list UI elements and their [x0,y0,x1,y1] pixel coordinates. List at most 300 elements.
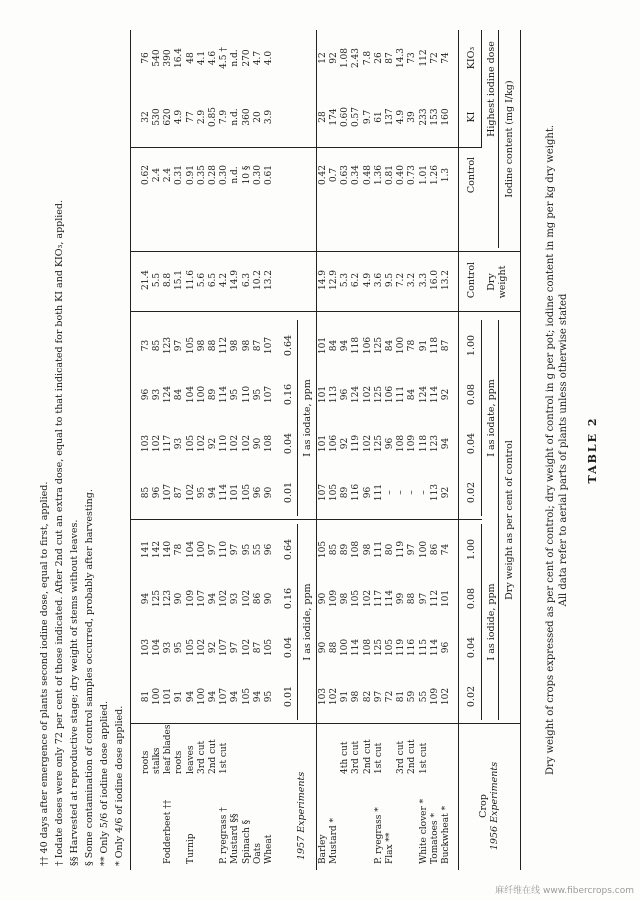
table-cell: 108 [362,638,373,657]
table-row [374,30,385,870]
table-cell: 7.2 [396,272,407,288]
table-cell: 93 [174,437,185,450]
table-cell: 89 [208,388,218,401]
table-cell: 100 [196,540,207,559]
conc-header-iodide-1: 0.04 [283,636,294,659]
table-row [407,30,418,870]
table-cell: 90 [317,641,328,654]
table-cell: 87 [441,339,451,352]
table-row [186,30,197,870]
cut-label: roots [174,750,185,774]
table-cell: 0.42 [317,164,328,186]
table-cell: 540 [152,49,162,67]
table-cell: 102 [241,434,252,453]
table-cell: 111 [396,385,407,404]
top-rule [520,30,521,870]
kio3-header: KIO₃ [466,46,477,70]
footnote-line: § Some contamination of control samples occurred, probably after harvesting. [84,489,95,866]
table-cell: 102 [219,589,230,608]
table-cell: 91 [340,690,351,703]
table-cell: 61 [373,111,384,123]
table-cell: 103 [140,434,151,453]
table-cell: 1.08 [340,47,351,69]
cut-label: 2nd cut [407,739,418,774]
table-cell: 86 [429,543,440,556]
table-cell: 96 [252,486,263,499]
table-cell: 118 [418,434,429,453]
table-cell: 93 [152,388,162,401]
iodine-control-header: Control [466,156,477,194]
table-cell: 72 [385,690,395,703]
table-cell: 6.3 [241,272,252,288]
table-cell: 7.9 [219,109,230,125]
table-cell: 0.31 [174,164,185,186]
table-cell: 90 [317,592,328,605]
table-cell: 125 [373,385,384,404]
table-cell: 91 [418,339,429,352]
table-cell: n.d. [230,166,241,184]
table-caption [544,30,570,870]
table-row [385,30,396,870]
header-rule-drywt [498,320,499,720]
table-cell: 3.2 [407,272,418,288]
table-row [141,30,152,870]
table-cell: 4.9 [174,109,185,125]
table-row [318,30,329,870]
crop-name: Spinach § [241,819,252,864]
table-cell: 9.5 [385,272,395,288]
crop-name: Buckwheat * [441,805,451,864]
vrule-crop [130,723,520,724]
table-cell: 0.61 [264,164,274,186]
table-cell: 92 [441,388,451,401]
table-cell: 106 [329,434,339,453]
crop-name: Flax ** [385,832,395,864]
table-cell: 101 [230,483,241,502]
conc-header-iodide-0: 0.02 [466,685,477,708]
table-cell: 105 [317,540,328,559]
table-cell: 124 [351,385,362,404]
table-cell: 88 [208,339,218,352]
table-cell: 117 [163,434,174,453]
table-cell: 95 [241,543,252,556]
table-row [219,30,230,870]
table-cell: 101 [317,385,328,404]
table-cell: 98 [362,543,373,556]
conc-header-iodide-2: 0.16 [283,587,294,610]
table-cell: 94 [185,690,196,703]
crop-name: P. ryegrass * [373,807,384,864]
table-cell: 114 [385,589,395,608]
dry-weight-control-header: Control [466,261,477,299]
table-cell: 97 [418,592,429,605]
table-row [242,30,253,870]
table-cell: 4.1 [196,50,207,66]
table-cell: 89 [340,486,351,499]
rule-iodide-1957 [297,524,298,720]
table-cell: 4.7 [252,50,263,66]
table-row [351,30,362,870]
table-cell: 95 [230,388,241,401]
table-cell: 97 [174,339,185,352]
table-cell: 118 [429,336,440,355]
caption-line-2: All data refer to aerial parts of plants unless otherwise stated [558,293,569,607]
table-cell: 153 [429,108,440,126]
table-cell: 73 [140,339,151,352]
table-cell: 125 [152,589,162,608]
table-cell: 94 [252,690,263,703]
table-cell: 99 [396,592,407,605]
table-cell: 174 [329,108,339,126]
table-cell: 9.7 [362,109,373,125]
table-cell: 84 [385,339,395,352]
table-cell: 92 [441,486,451,499]
table-cell: 141 [140,540,151,559]
table-cell: 74 [441,543,451,556]
table-cell: 0.30 [219,164,230,186]
table-row [152,30,163,870]
table-cell: 102 [185,483,196,502]
cut-label: 3rd cut [396,740,407,774]
table-cell: 59 [407,690,418,703]
table-cell: 0.34 [351,164,362,186]
table-cell: 0.40 [396,164,407,186]
conc-header-iodide-0: 0.01 [283,685,294,708]
table-cell: 0.73 [407,164,418,186]
table-row [253,30,264,870]
conc-header-iodate-0: 0.02 [466,481,477,504]
table-cell: 87 [252,339,263,352]
ki-header: KI [466,111,477,123]
table-cell: n.d. [230,108,241,126]
table-cell: 98 [230,339,241,352]
table-cell: 102 [362,589,373,608]
iodate-header-1957: I as iodate, ppm [302,379,313,457]
table-cell: 96 [140,388,151,401]
table-cell: 116 [407,638,418,657]
table-cell: 93 [163,641,174,654]
table-cell: 110 [219,434,230,453]
table-cell: 102 [441,687,451,706]
table-cell: 123 [163,589,174,608]
table-row [197,30,208,870]
table-title: TABLE 2 [586,416,599,484]
table-cell: 14.9 [317,269,328,291]
table-cell: 105 [241,483,252,502]
table-cell: 89 [340,543,351,556]
table-cell: 3.9 [264,109,274,125]
table-cell: 0.57 [351,106,362,128]
conc-header-iodate-1: 0.04 [283,432,294,455]
table-cell: 2.43 [351,47,362,69]
table-cell: 94 [140,592,151,605]
cut-label: 2nd cut [208,739,218,774]
table-cell: 3.6 [373,272,384,288]
table-cell: 95 [174,641,185,654]
table-cell: 109 [429,687,440,706]
table-cell: 109 [407,434,418,453]
cut-label: 3rd cut [196,740,207,774]
table-cell: 0.30 [252,164,263,186]
table-cell: 108 [396,434,407,453]
table-row [430,30,441,870]
table-cell: 94 [441,437,451,450]
table-cell: 2.4 [152,167,162,183]
table-cell: 97 [407,543,418,556]
table-cell: 78 [174,543,185,556]
table-cell: 109 [329,589,339,608]
table-cell: 124 [418,385,429,404]
vrule-iodine [130,251,520,252]
table-cell: – [407,490,418,495]
table-cell: 13.2 [441,269,451,291]
table-cell: 78 [407,339,418,352]
conc-header-iodide-3: 1.00 [466,538,477,561]
table-cell: 114 [219,483,230,502]
table-cell: 390 [163,49,174,67]
crop-name: Turnip [185,833,196,864]
table-cell: 117 [373,589,384,608]
watermark-text: 麻纤维在线 www.fibercrops.com [495,886,634,896]
table-cell: 97 [208,543,218,556]
crop-name: Fodderbeet †† [163,799,174,864]
rule-iodate-1957 [297,320,298,516]
table-cell: 119 [351,434,362,453]
table-row [396,30,407,870]
table-cell: 5.6 [196,272,207,288]
table-cell: 16.0 [429,269,440,291]
table-cell: 119 [396,638,407,657]
table-cell: 86 [252,592,263,605]
table-cell: 12 [317,52,328,64]
footnote-line: * Only 4/6 of iodine dose applied. [114,705,125,866]
table-cell: 142 [152,540,162,559]
table-cell: 103 [140,638,151,657]
table-cell: 94 [208,486,218,499]
table-cell: 94 [208,592,218,605]
table-cell: 102 [196,638,207,657]
table-cell: 55 [418,690,429,703]
table-cell: 100 [418,540,429,559]
conc-header-iodate-0: 0.01 [283,481,294,504]
table-cell: 105 [264,638,274,657]
table-cell: 88 [407,592,418,605]
table-cell: 76 [140,52,151,64]
table-cell: 4.5 † [219,47,230,69]
table-cell: 94 [340,339,351,352]
table-cell: 90 [264,486,274,499]
table-cell: 124 [163,385,174,404]
table-cell: 39 [407,111,418,123]
conc-header-iodide-3: 0.64 [283,538,294,561]
table-cell: 55 [252,543,263,556]
table-cell: 14.3 [396,47,407,69]
table-cell: 0.28 [208,164,218,186]
cut-label: 4th cut [340,741,351,774]
table-cell: 13.2 [264,269,274,291]
table-cell: 107 [219,687,230,706]
table-cell: 107 [317,483,328,502]
table-cell: 4.0 [264,50,274,66]
table-row [264,30,275,870]
table-cell: 4.9 [362,272,373,288]
footnote-line: ** Only 5/6 of iodine dose applied. [99,701,110,866]
cut-label: 2nd cut [362,739,373,774]
table-cell: 105 [185,434,196,453]
vrule-drywt [130,311,520,312]
cut-label: 1st cut [418,742,429,774]
dry-weight-header: Dry weight [486,265,508,299]
table-cell: 102 [241,589,252,608]
table-cell: 123 [429,434,440,453]
table-cell: 0.91 [185,164,196,186]
table-cell: 11.6 [185,269,196,291]
table-cell: 110 [219,540,230,559]
table-cell: 81 [140,690,151,703]
table-cell: 97 [230,641,241,654]
table-row [208,30,219,870]
table-cell: 100 [196,385,207,404]
table-cell: 114 [429,385,440,404]
table-row [329,30,340,870]
table-cell: 84 [329,339,339,352]
table-cell: 98 [196,339,207,352]
table-cell: 125 [373,434,384,453]
cut-label: roots [140,750,151,774]
table-cell: 113 [329,385,339,404]
table-cell: 108 [264,434,274,453]
footnote-line: † Iodate doses were only 72 per cent of those indicated. After 2nd cut an extra dose, equal to that indicated for both KI and KIO₃, applied. [54,199,65,866]
table-cell: 103 [317,687,328,706]
cut-label: leaves [185,745,196,774]
table-cell: 90 [264,592,274,605]
table-cell: 104 [152,638,162,657]
table-cell: 101 [317,336,328,355]
table-cell: 8.8 [163,272,174,288]
table-cell: 74 [441,52,451,64]
table-cell: 96 [152,486,162,499]
table-cell: 101 [163,687,174,706]
table-cell: 96 [441,641,451,654]
table-cell: 3.3 [418,272,429,288]
header-bottom-rule [458,30,459,870]
table-cell: 96 [362,486,373,499]
table-cell: 92 [208,437,218,450]
table-cell: 96 [385,437,395,450]
table-cell: 90 [252,437,263,450]
table-cell: 85 [329,543,339,556]
table-cell: 95 [196,486,207,499]
table-cell: 97 [373,690,384,703]
table-row [441,30,452,870]
table-cell: 118 [351,336,362,355]
table-cell: 113 [429,483,440,502]
table-cell: 125 [373,638,384,657]
header-rule-iodine [498,30,499,248]
conc-header-iodide-2: 0.08 [466,587,477,610]
table-cell: 88 [329,641,339,654]
cut-label: 1st cut [219,742,230,774]
table-cell: 0.60 [340,106,351,128]
table-cell: 48 [185,52,196,64]
crop-name: White clover * [418,798,429,864]
table-cell: 114 [429,638,440,657]
vrule-iodide-iodate [130,519,482,520]
table-cell: 4.9 [396,109,407,125]
table-cell: 87 [385,52,395,64]
table-cell: 114 [219,385,230,404]
caption-line-1: Dry weight of crops expressed as per cent of control; dry weight of control in g per pot; iodine content in mg per kg dry weight. [545,124,556,776]
table-cell: 85 [152,339,162,352]
table-row [174,30,185,870]
table-cell: 92 [329,52,339,64]
table-cell: 105 [185,638,196,657]
table-cell: 105 [385,638,395,657]
table-row [419,30,430,870]
table-cell: 102 [362,385,373,404]
table-cell: – [396,490,407,495]
table-cell: 97 [230,543,241,556]
table-cell: 116 [351,483,362,502]
conc-header-iodate-1: 0.04 [466,432,477,455]
table-cell: 112 [418,49,429,67]
table-cell: 100 [152,687,162,706]
vrule-highest [130,147,482,148]
table-cell: 12.9 [329,269,339,291]
table-cell: 92 [208,641,218,654]
table-cell: – [385,490,395,495]
table-row [363,30,374,870]
table-cell: 5.3 [340,272,351,288]
crop-name: Mustard * [329,817,339,864]
table-cell: 91 [174,690,185,703]
table-cell: 102 [230,434,241,453]
table-cell: 85 [140,486,151,499]
table-cell: 6.5 [208,272,218,288]
table-cell: 95 [252,388,263,401]
table-cell: 119 [396,540,407,559]
table-bottom-rule [130,30,131,870]
table-cell: 98 [340,592,351,605]
table-cell: 125 [373,336,384,355]
table-cell: 270 [241,49,252,67]
table-cell: 92 [340,437,351,450]
table-cell: 0.48 [362,164,373,186]
table-cell: 10.2 [252,269,263,291]
table-cell: – [418,490,429,495]
table-cell: 84 [407,388,418,401]
table-cell: 2.4 [163,167,174,183]
table-cell: 137 [385,108,395,126]
table-cell: 32 [140,111,151,123]
table-cell: 72 [429,52,440,64]
table-cell: 101 [441,589,451,608]
table-cell: 94 [208,690,218,703]
table-cell: 107 [196,589,207,608]
table-cell: 107 [264,385,274,404]
iodine-content-header: Iodine content (mg I/kg) [504,80,515,198]
table-cell: 100 [340,638,351,657]
table-cell: 0.7 [329,167,339,183]
table-cell: 0.35 [196,164,207,186]
table-cell: n.d. [230,49,241,67]
crop-column-header: Crop 1956 Experiments [478,761,500,851]
header-rule-iodide [481,524,482,720]
table-cell: 80 [385,543,395,556]
header-rule-iodate [481,320,482,516]
table-cell: 1.26 [429,164,440,186]
table-cell: 7.8 [362,50,373,66]
